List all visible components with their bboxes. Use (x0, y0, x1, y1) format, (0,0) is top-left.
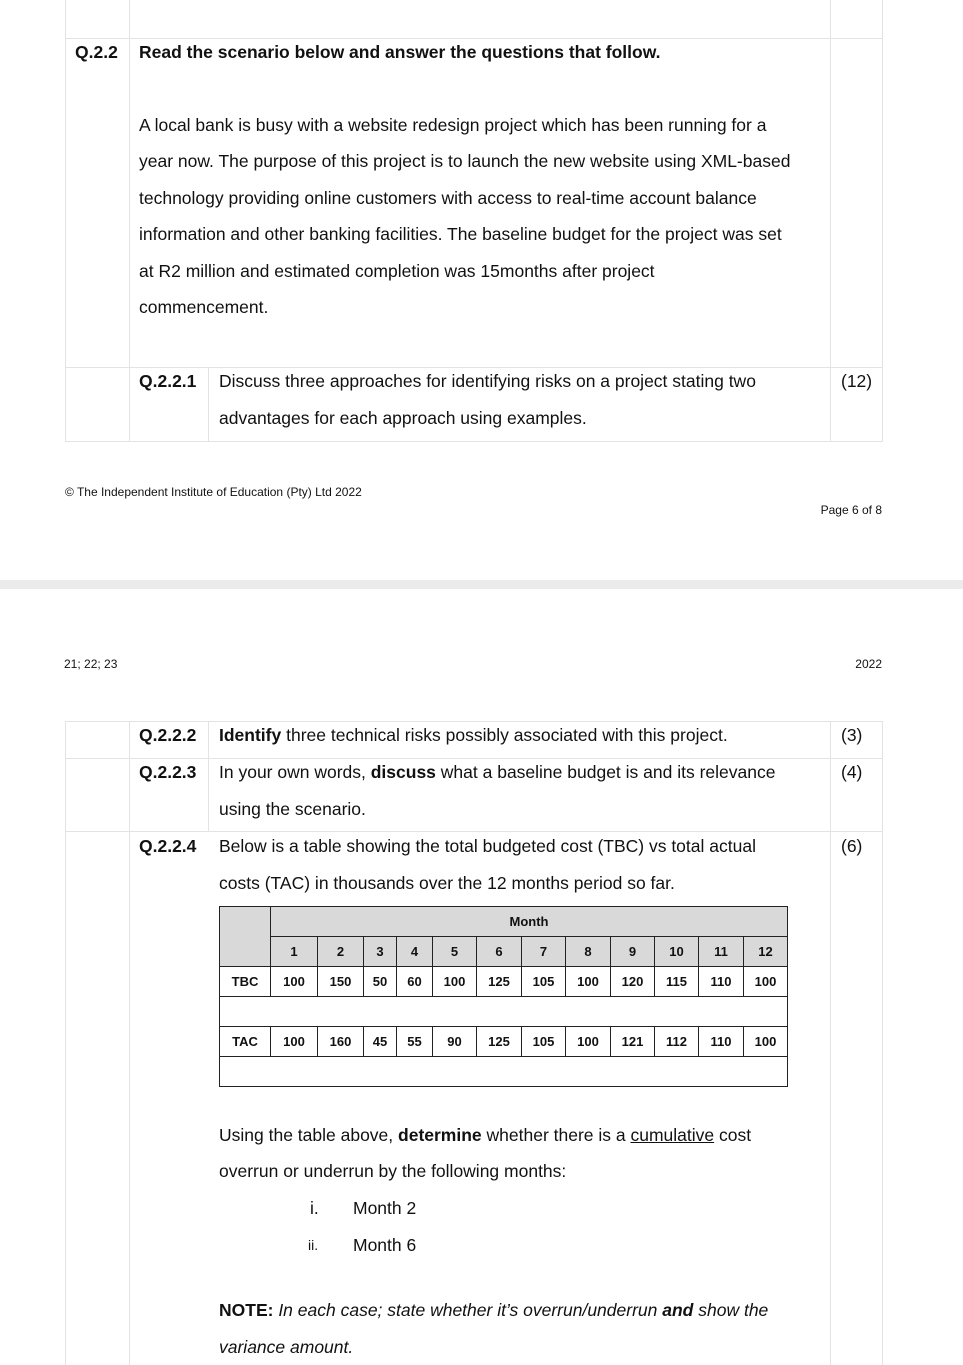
empty-cell (220, 1057, 788, 1087)
month-cell: 1 (271, 937, 318, 967)
scenario-line: year now. The purpose of this project is to launch the new website using XML-based (139, 151, 791, 171)
value-cell: 45 (364, 1027, 397, 1057)
value-cell: 100 (744, 1027, 788, 1057)
copyright-footer: © The Independent Institute of Education (Pty) Ltd 2022 (65, 485, 362, 499)
grid-line (830, 721, 831, 1365)
table-row-tac (220, 1027, 788, 1057)
value-cell: 100 (566, 967, 611, 997)
value-cell: 160 (318, 1027, 364, 1057)
grid-line (208, 367, 209, 442)
month-cell: 7 (522, 937, 566, 967)
grid-line (208, 721, 209, 832)
scenario-line: technology providing online customers with access to real-time account balance (139, 188, 757, 208)
row-label: TAC (220, 1027, 271, 1057)
month-number-row (220, 937, 788, 967)
grid-line (65, 721, 66, 1365)
grid-line (129, 0, 130, 442)
grid-line (882, 721, 883, 1365)
question-text: Discuss three approaches for identifying risks on a project stating two (219, 371, 756, 391)
list-numeral: ii. (308, 1237, 319, 1253)
value-cell: 112 (655, 1027, 699, 1057)
question-number: Q.2.2.4 (139, 836, 197, 856)
month-cell: 3 (364, 937, 397, 967)
value-cell: 100 (433, 967, 477, 997)
question-number: Q.2.2.2 (139, 725, 197, 745)
question-marks: (3) (841, 725, 863, 745)
list-item: Month 6 (353, 1235, 417, 1255)
value-cell: 105 (522, 1027, 566, 1057)
page-separator (0, 580, 963, 589)
value-cell: 125 (477, 967, 522, 997)
note-text: NOTE: In each case; state whether it’s overrun/underrun and show the (219, 1300, 769, 1320)
grid-line (65, 0, 66, 442)
value-cell: 110 (699, 1027, 744, 1057)
value-cell: 120 (611, 967, 655, 997)
grid-line (129, 721, 130, 1365)
month-cell: 5 (433, 937, 477, 967)
value-cell: 100 (271, 967, 318, 997)
cost-table (219, 906, 788, 1087)
value-cell: 110 (699, 967, 744, 997)
question-text: Identify three technical risks possibly associated with this project. (219, 725, 728, 745)
question-text: In your own words, discuss what a baseline budget is and its relevance (219, 762, 776, 782)
question-marks: (4) (841, 762, 863, 782)
month-cell: 9 (611, 937, 655, 967)
value-cell: 115 (655, 967, 699, 997)
table-corner-cell (220, 907, 271, 967)
value-cell: 55 (397, 1027, 433, 1057)
instruction-text: overrun or underrun by the following months: (219, 1161, 567, 1181)
month-cell: 8 (566, 937, 611, 967)
scenario-line: at R2 million and estimated completion was 15months after project (139, 261, 655, 281)
question-text: costs (TAC) in thousands over the 12 months period so far. (219, 873, 675, 893)
month-cell: 11 (699, 937, 744, 967)
empty-cell (220, 997, 788, 1027)
scenario-line: commencement. (139, 297, 269, 317)
question-marks: (12) (841, 371, 873, 391)
instruction-text: Using the table above, determine whether there is a cumulative cost (219, 1125, 752, 1145)
grid-line (882, 0, 883, 442)
list-item: Month 2 (353, 1198, 417, 1218)
month-cell: 12 (744, 937, 788, 967)
value-cell: 100 (271, 1027, 318, 1057)
grid-line (65, 441, 883, 442)
note-text: variance amount. (219, 1337, 354, 1357)
month-cell: 4 (397, 937, 433, 967)
grid-line (65, 38, 883, 39)
header-right: 2022 (855, 657, 882, 671)
value-cell: 125 (477, 1027, 522, 1057)
scenario-line: A local bank is busy with a website redesign project which has been running for a (139, 115, 767, 135)
scenario-line: information and other banking facilities. The baseline budget for the project was set (139, 224, 782, 244)
question-number: Q.2.2 (75, 42, 118, 62)
page-number: Page 6 of 8 (820, 503, 882, 517)
question-heading: Read the scenario below and answer the questions that follow. (139, 42, 661, 62)
grid-line (65, 831, 883, 832)
value-cell: 100 (744, 967, 788, 997)
question-text: using the scenario. (219, 799, 366, 819)
table-spacer-row (220, 1057, 788, 1087)
header-left: 21; 22; 23 (64, 657, 118, 671)
table-header-row (220, 907, 788, 937)
question-number: Q.2.2.1 (139, 371, 197, 391)
value-cell: 150 (318, 967, 364, 997)
grid-line (65, 721, 883, 722)
grid-line (65, 367, 883, 368)
month-cell: 6 (477, 937, 522, 967)
value-cell: 105 (522, 967, 566, 997)
value-cell: 60 (397, 967, 433, 997)
question-number: Q.2.2.3 (139, 762, 197, 782)
month-cell: 10 (655, 937, 699, 967)
table-spacer-row (220, 997, 788, 1027)
value-cell: 121 (611, 1027, 655, 1057)
value-cell: 50 (364, 967, 397, 997)
value-cell: 90 (433, 1027, 477, 1057)
value-cell: 100 (566, 1027, 611, 1057)
grid-line (65, 758, 883, 759)
month-cell: 2 (318, 937, 364, 967)
table-row-tbc (220, 967, 788, 997)
grid-line (830, 0, 831, 442)
list-numeral: i. (310, 1198, 319, 1218)
row-label: TBC (220, 967, 271, 997)
month-header: Month (271, 907, 788, 937)
question-marks: (6) (841, 836, 863, 856)
question-text: Below is a table showing the total budgeted cost (TBC) vs total actual (219, 836, 756, 856)
question-text: advantages for each approach using examples. (219, 408, 587, 428)
